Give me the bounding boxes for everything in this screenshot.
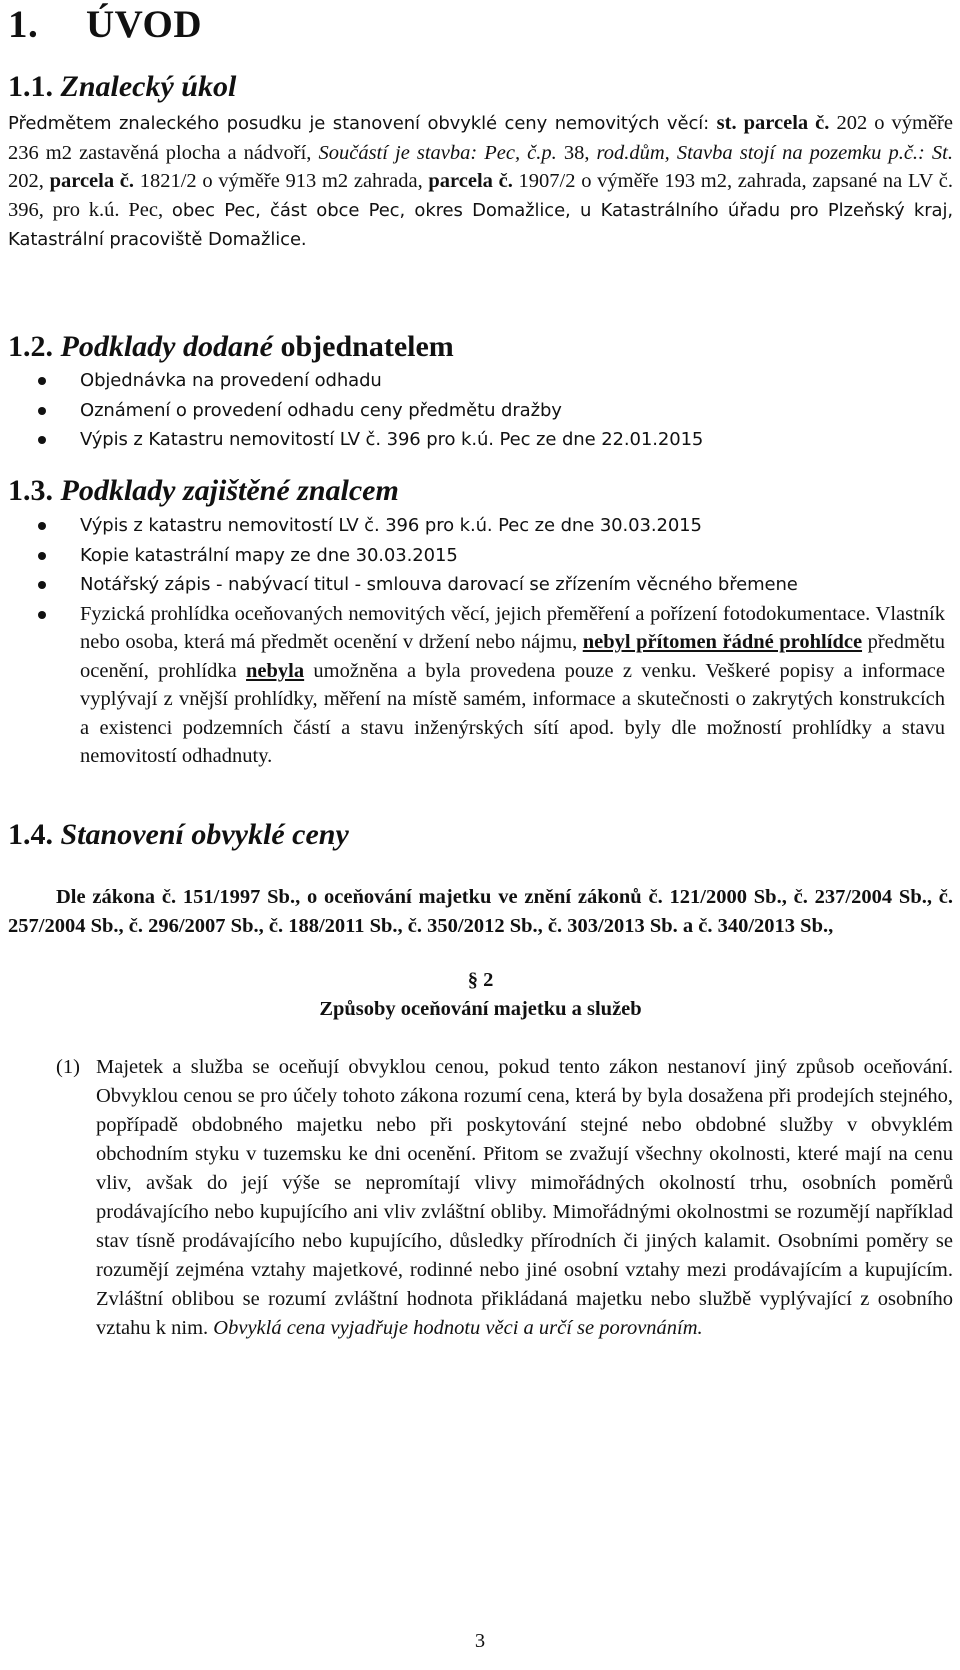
- page-number: 3: [474, 1630, 486, 1652]
- text-run: Předmětem znaleckého posudku je stanovení obvyklé ceny nemovitých věcí:: [8, 113, 717, 134]
- text-run: Obvyklá cena vyjadřuje hodnotu věci a určí se porovnáním.: [213, 1317, 703, 1339]
- list-item: [0, 541, 945, 571]
- bullet-icon: [38, 581, 46, 589]
- text-run: parcela č.: [428, 170, 513, 192]
- text-run: parcela č.: [49, 170, 135, 192]
- text-run: 202,: [8, 170, 50, 192]
- section-heading-1-4: [8, 818, 349, 852]
- section-1-3-list: [0, 511, 945, 771]
- section-heading-1-1: [8, 70, 236, 104]
- bullet-icon: [38, 522, 46, 530]
- text-run: st. parcela č.: [716, 112, 830, 134]
- section-title: Stanovení obvyklé ceny: [60, 818, 349, 851]
- section-1-2-list: [0, 366, 945, 455]
- text-run: umožněna a byla provedena pouze z venku. Veškeré popisy a informace vyplývají z vnější prohlídky, měření na místě samém, informace a skutečnosti o zakrytých konstrukcích a existenci podzemních částí a stavu inženýrských sítí apod. byly dle možností prohlídky a stavu nemovitostí odhadnuty.: [80, 659, 946, 767]
- section-title-plain: objednatelem: [272, 330, 454, 363]
- text-run: 1907/2 o výměře 193 m2, zahrada, zapsané na LV č. 396, pro k.ú. Pec,: [8, 170, 953, 221]
- text-run: nebyl přítomen řádné prohlídce: [582, 631, 863, 653]
- text-run: 38,: [556, 141, 597, 164]
- section-title-italic: Podklady dodané: [60, 330, 273, 363]
- text-run: nebyla: [246, 659, 305, 682]
- section-title: Podklady zajištěné znalcem: [60, 474, 399, 507]
- section-number: 1.2.: [8, 330, 53, 363]
- list-item-text: Výpis z katastru nemovitostí LV č. 396 pro k.ú. Pec ze dne 30.03.2015: [80, 515, 702, 536]
- heading-uvod: [8, 2, 202, 47]
- list-item: [0, 511, 945, 541]
- section-heading-1-2: [8, 330, 454, 364]
- list-item: [0, 425, 945, 455]
- list-item-text: Kopie katastrální mapy ze dne 30.03.2015: [80, 544, 458, 566]
- section-number: 1.1.: [8, 70, 53, 103]
- law-reference: Dle zákona č. 151/1997 Sb., o oceňování majetku ve znění zákonů č. 121/2000 Sb., č. 237/2004 Sb., č. 257/2004 Sb., č. 296/2007 Sb., č. 188/2011 Sb., č. 350/2012 Sb., č. 303/2013 Sb. a č. 340/2013 Sb.,: [8, 886, 953, 937]
- section-heading-1-3: [8, 474, 399, 508]
- list-item: [0, 600, 945, 771]
- list-item-text: Notářský zápis - nabývací titul - smlouva darovací se zřízením věcného břemene: [80, 574, 798, 595]
- clause-label: (1): [56, 1056, 80, 1078]
- bullet-icon: [38, 611, 46, 619]
- text-run: Majetek a služba se oceňují obvyklou cenou, pokud tento zákon nestanoví jiný způsob oceňování. Obvyklou cenou se pro účely tohoto zákona rozumí cena, která by byla dosažena při prodejích stejného, popřípadě obdobného majetku nebo při poskytování stejné nebo obdobné služby v obvyklém obchodním styku v tuzemsku ke dni ocenění. Přitom se zvažují všechny okolnosti, které mají na cenu vliv, avšak do její výše se nepromítají vlivy mimořádných okolností trhu, osobních poměrů prodávajícího nebo kupujícího ani vliv zvláštní obliby. Mimořádnými okolnostmi se rozumějí například stav tísně prodávajícího nebo kupujícího, důsledky přírodních či jiných kalamit. Osobními poměry se rozumějí zejména vztahy majetkové, rodinné nebo jiné osobní vztahy mezi prodávajícím a kupujícím. Zvláštní oblibou se rozumí zvláštní hodnota přikládaná majetku nebo službě vyplývající z osobního vztahu k nim.: [96, 1056, 953, 1339]
- bullet-icon: [38, 407, 46, 415]
- list-item-text: Objednávka na provedení odhadu: [80, 370, 382, 391]
- heading-title: ÚVOD: [86, 3, 203, 46]
- bullet-icon: [38, 552, 46, 560]
- list-item-text: Oznámení o provedení odhadu ceny předmětu dražby: [80, 399, 562, 421]
- bullet-icon: [38, 377, 46, 385]
- clause-1: [8, 1053, 953, 1343]
- list-item: [0, 570, 945, 600]
- section-number: 1.4.: [8, 818, 53, 851]
- section-title: Znalecký úkol: [60, 70, 237, 103]
- list-item: [0, 366, 945, 396]
- paragraph-title: Způsoby oceňování majetku a služeb: [319, 998, 642, 1020]
- text-run: obec Pec, část obce Pec, okres Domažlice, u Katastrálního úřadu pro Plzeňský kraj, Katastrální pracoviště Domažlice.: [8, 199, 953, 250]
- text-run: Fyzická prohlídka oceňovaných nemovitých věcí, jejich přeměření a pořízení fotodokumentace. Vlastník nebo osoba, která má předmět ocenění v držení nebo nájmu,: [80, 602, 945, 653]
- text-run: Součástí je stavba: Pec, č.p.: [318, 141, 557, 164]
- list-item-text: Výpis z Katastru nemovitostí LV č. 396 pro k.ú. Pec ze dne 22.01.2015: [80, 429, 704, 450]
- text-run: předmětu ocenění, prohlídka: [80, 631, 945, 682]
- text-run: 202 o výměře 236 m2 zastavěná plocha a nádvoří,: [8, 112, 953, 164]
- paragraph-mark: § 2: [467, 969, 494, 991]
- text-run: 1821/2 o výměře 913 m2 zahrada,: [134, 170, 429, 192]
- heading-number: 1.: [8, 3, 39, 46]
- clause-text: [96, 1053, 953, 1343]
- text-run: rod.dům, Stavba stojí na pozemku p.č.: St.: [596, 141, 954, 164]
- bullet-icon: [38, 436, 46, 444]
- section-number: 1.3.: [8, 474, 53, 507]
- list-item: [0, 396, 945, 426]
- section-1-1-paragraph: [8, 109, 953, 255]
